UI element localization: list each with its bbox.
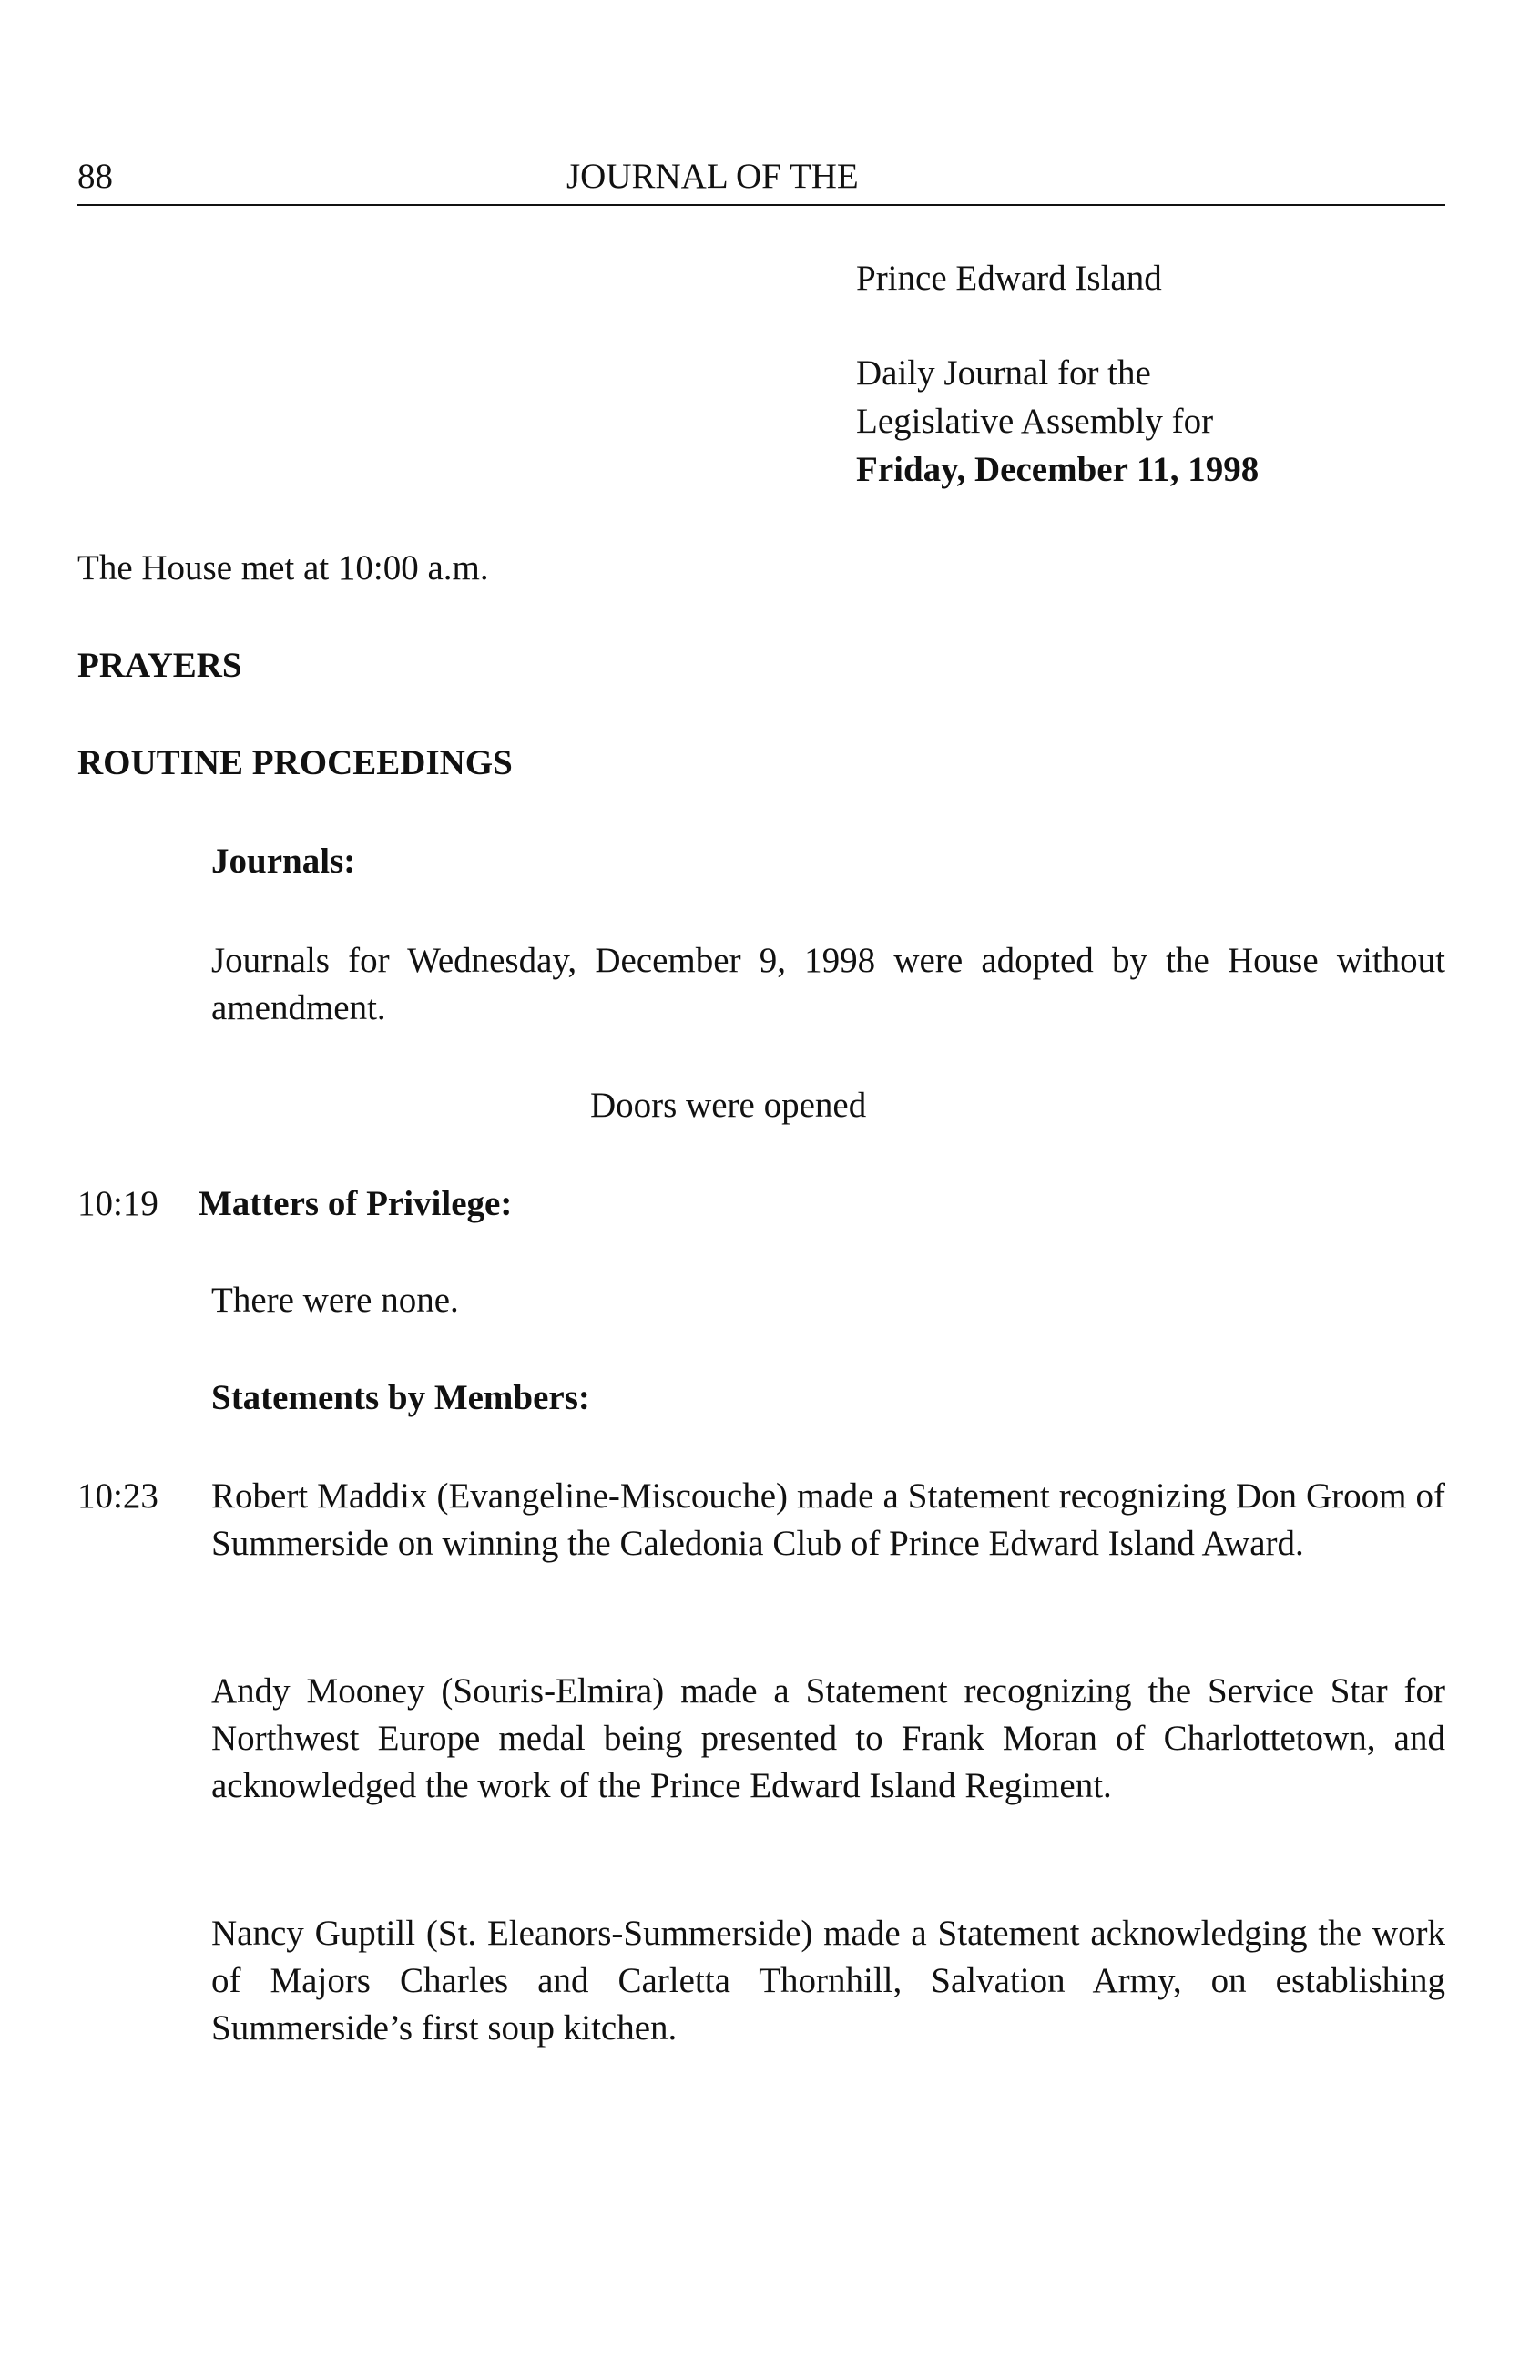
house-met-statement: The House met at 10:00 a.m.: [77, 548, 489, 587]
journal-title-line-2: Legislative Assembly for: [856, 402, 1214, 441]
prayers-heading: PRAYERS: [77, 646, 242, 685]
journal-title-line-1: Daily Journal for the: [856, 353, 1151, 393]
statements-time: 10:23: [77, 1476, 158, 1516]
statement-paragraph: Nancy Guptill (St. Eleanors-Summerside) made a Statement acknowledging the work of Majors Charles and Carletta Thornhill, Salvation Army, on establishing Summerside’s first soup kitchen.: [211, 1914, 1445, 2048]
journals-heading: Journals:: [211, 842, 356, 881]
running-title: JOURNAL OF THE: [566, 157, 859, 196]
province-name: Prince Edward Island: [856, 259, 1162, 298]
journals-adoption-text: Journals for Wednesday, December 9, 1998 were adopted by the House without amendment.: [211, 941, 1445, 1027]
sitting-date: Friday, December 11, 1998: [856, 450, 1260, 489]
page-number: 88: [77, 157, 113, 196]
privilege-heading: Matters of Privilege:: [199, 1184, 513, 1223]
statements-heading: Statements by Members:: [211, 1378, 590, 1417]
privilege-time: 10:19: [77, 1184, 158, 1223]
routine-proceedings-heading: ROUTINE PROCEEDINGS: [77, 743, 513, 782]
statement-paragraph: Robert Maddix (Evangeline-Miscouche) made a Statement recognizing Don Groom of Summerside on winning the Caledonia Club of Prince Edward Island Award.: [211, 1476, 1445, 1563]
statement-paragraph: Andy Mooney (Souris-Elmira) made a Statement recognizing the Service Star for Northwest Europe medal being presented to Frank Moran of Charlottetown, and acknowledged the work of the Prince Edward Island Regiment.: [211, 1671, 1445, 1805]
doors-opened-note: Doors were opened: [590, 1086, 867, 1125]
privilege-text: There were none.: [211, 1281, 459, 1320]
header-rule: [77, 204, 1445, 206]
